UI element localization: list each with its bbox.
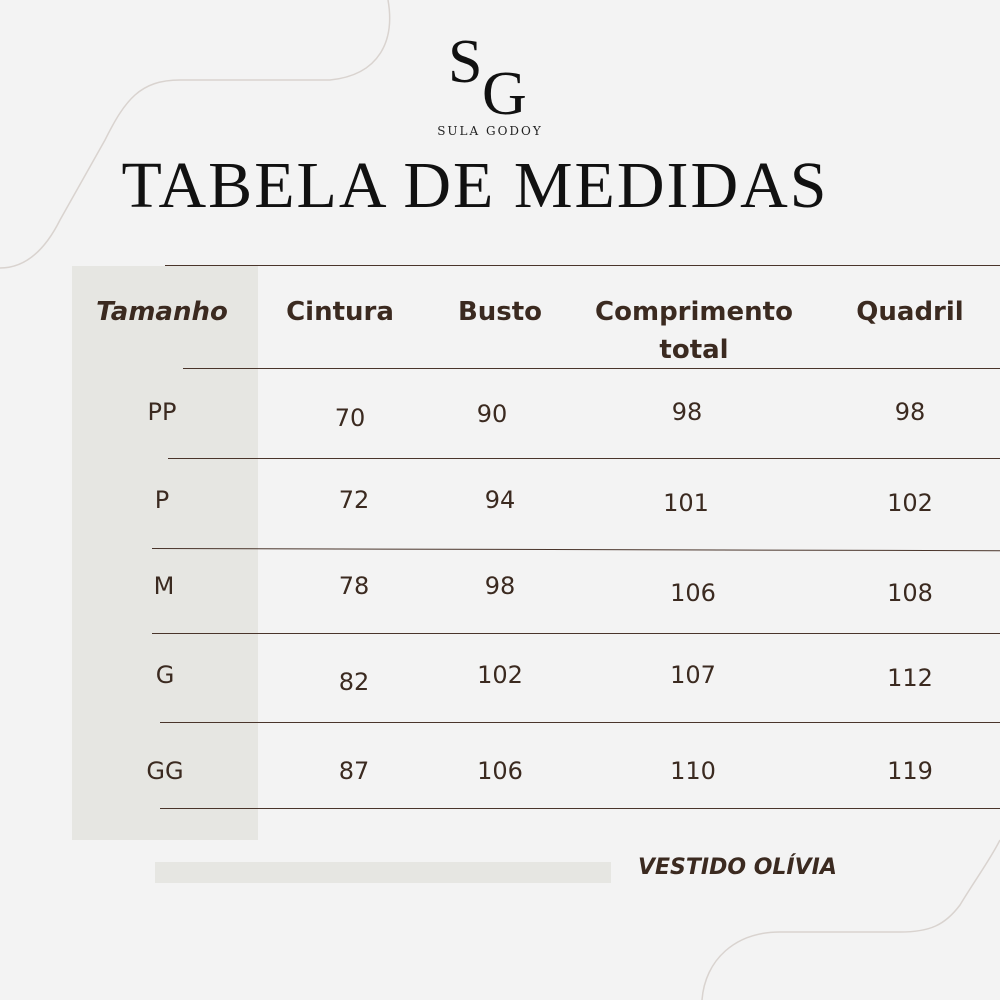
row-rule <box>160 722 1000 723</box>
cell-bust: 102 <box>477 661 523 689</box>
monogram-letter-s: S <box>448 28 483 96</box>
cell-bust: 94 <box>484 486 516 514</box>
monogram-letter-g: G <box>482 60 527 120</box>
cell-bust: 90 <box>476 400 508 428</box>
cell-hip: 102 <box>887 489 933 517</box>
header-hip: Quadril <box>856 297 964 327</box>
header-waist: Cintura <box>286 297 394 327</box>
page-title: TABELA DE MEDIDAS <box>121 149 829 222</box>
row-rule <box>152 633 1000 634</box>
row-rule <box>168 458 1000 459</box>
header-length-line2: total <box>659 335 729 365</box>
cell-size: G <box>155 661 175 689</box>
cell-waist: 72 <box>338 486 370 514</box>
header-length <box>580 293 808 369</box>
cell-length: 101 <box>663 489 709 517</box>
cell-size: P <box>154 486 170 514</box>
cell-waist: 78 <box>338 572 370 600</box>
cell-hip: 108 <box>887 579 933 607</box>
cell-hip: 98 <box>894 398 926 426</box>
product-name: VESTIDO OLÍVIA <box>638 855 837 880</box>
cell-waist: 70 <box>334 404 366 432</box>
cell-bust: 98 <box>484 572 516 600</box>
cell-waist: 87 <box>338 757 370 785</box>
header-length-line1: Comprimento <box>595 297 793 327</box>
cell-waist: 82 <box>338 668 370 696</box>
table-top-rule <box>165 265 1000 266</box>
cell-length: 110 <box>670 757 716 785</box>
cell-hip: 112 <box>887 664 933 692</box>
header-size: Tamanho <box>96 297 228 327</box>
cell-bust: 106 <box>477 757 523 785</box>
footer-decorative-bar <box>155 862 611 883</box>
cell-length: 107 <box>670 661 716 689</box>
cell-size: M <box>153 572 175 600</box>
brand-monogram-logo <box>440 20 540 120</box>
cell-hip: 119 <box>887 757 933 785</box>
table-bottom-rule <box>160 808 1000 809</box>
cell-length: 106 <box>670 579 716 607</box>
brand-name: SULA GODOY <box>437 124 543 138</box>
header-bust: Busto <box>457 297 543 327</box>
size-column-background <box>72 266 258 840</box>
cell-length: 98 <box>671 398 703 426</box>
cell-size: PP <box>147 398 177 426</box>
cell-size: GG <box>146 757 184 785</box>
